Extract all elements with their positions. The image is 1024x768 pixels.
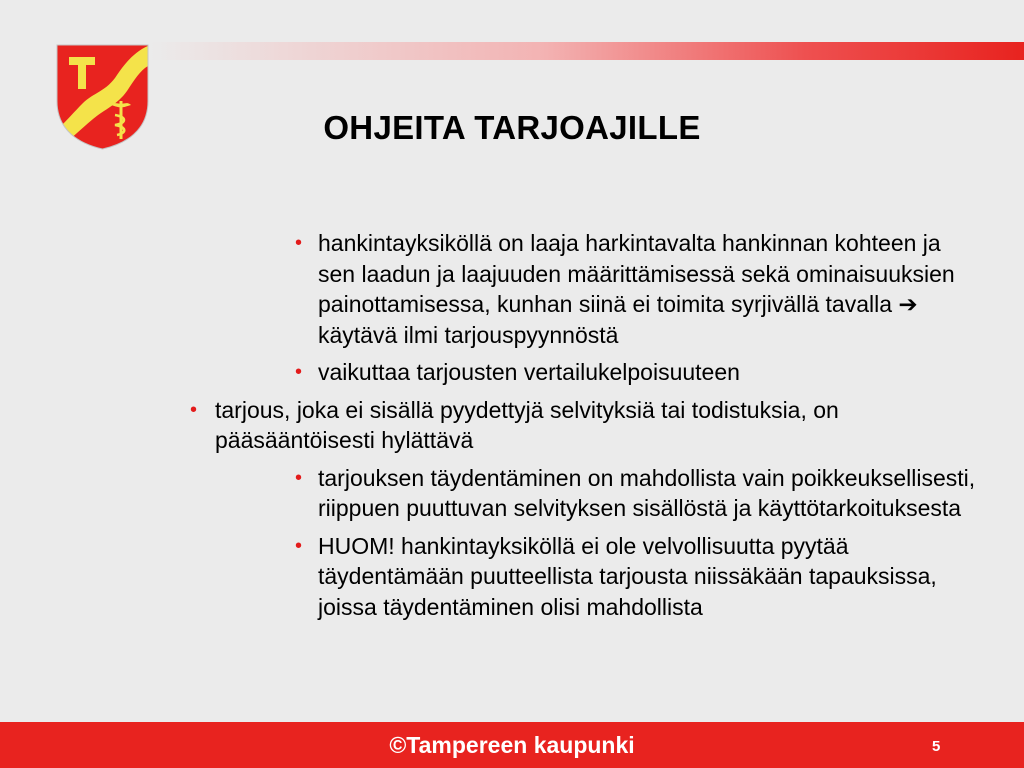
bullet-icon: • <box>295 466 303 489</box>
page-number: 5 <box>932 738 941 755</box>
list-item-text: HUOM! hankintayksiköllä ei ole velvollisuutta pyytää täydentämään puutteellista tarjousta niissäkään tapauksissa, joissa täydentäminen olisi mahdollista <box>318 532 937 620</box>
bullet-icon: • <box>295 232 303 254</box>
header-stripe <box>150 42 1024 60</box>
footer-bar <box>0 722 1024 768</box>
list-item-text: tarjouksen täydentäminen on mahdollista vain poikkeuksellisesti, riippuen puuttuvan selvityksen sisällöstä ja käyttötarkoituksesta <box>318 464 976 521</box>
list-item <box>0 395 1005 456</box>
page-title: OHJEITA TARJOAJILLE <box>323 109 701 146</box>
list-item-text: tarjous, joka ei sisällä pyydettyjä selvityksiä tai todistuksia, on pääsääntöisesti hylättävä <box>215 396 839 453</box>
bullet-icon: • <box>295 361 303 383</box>
bullet-icon: • <box>295 534 303 557</box>
list-item-text: hankintayksiköllä on laaja harkintavalta hankinnan kohteen ja sen laadun ja laajuuden määrittämisessä sekä ominaisuuksien painottamisessa, kunhan siinä ei toimita syrjivällä tavalla ➔ käytävä ilmi tarjouspyynnöstä <box>318 230 955 348</box>
list-item-text: vaikuttaa tarjousten vertailukelpoisuuteen <box>318 359 740 385</box>
list-item <box>0 531 978 623</box>
footer-copyright: ©Tampereen kaupunki <box>389 732 635 758</box>
bullet-list <box>0 228 1024 629</box>
list-item <box>0 357 978 388</box>
list-item <box>0 228 978 350</box>
bullet-icon: • <box>190 398 198 421</box>
list-item <box>0 463 978 524</box>
